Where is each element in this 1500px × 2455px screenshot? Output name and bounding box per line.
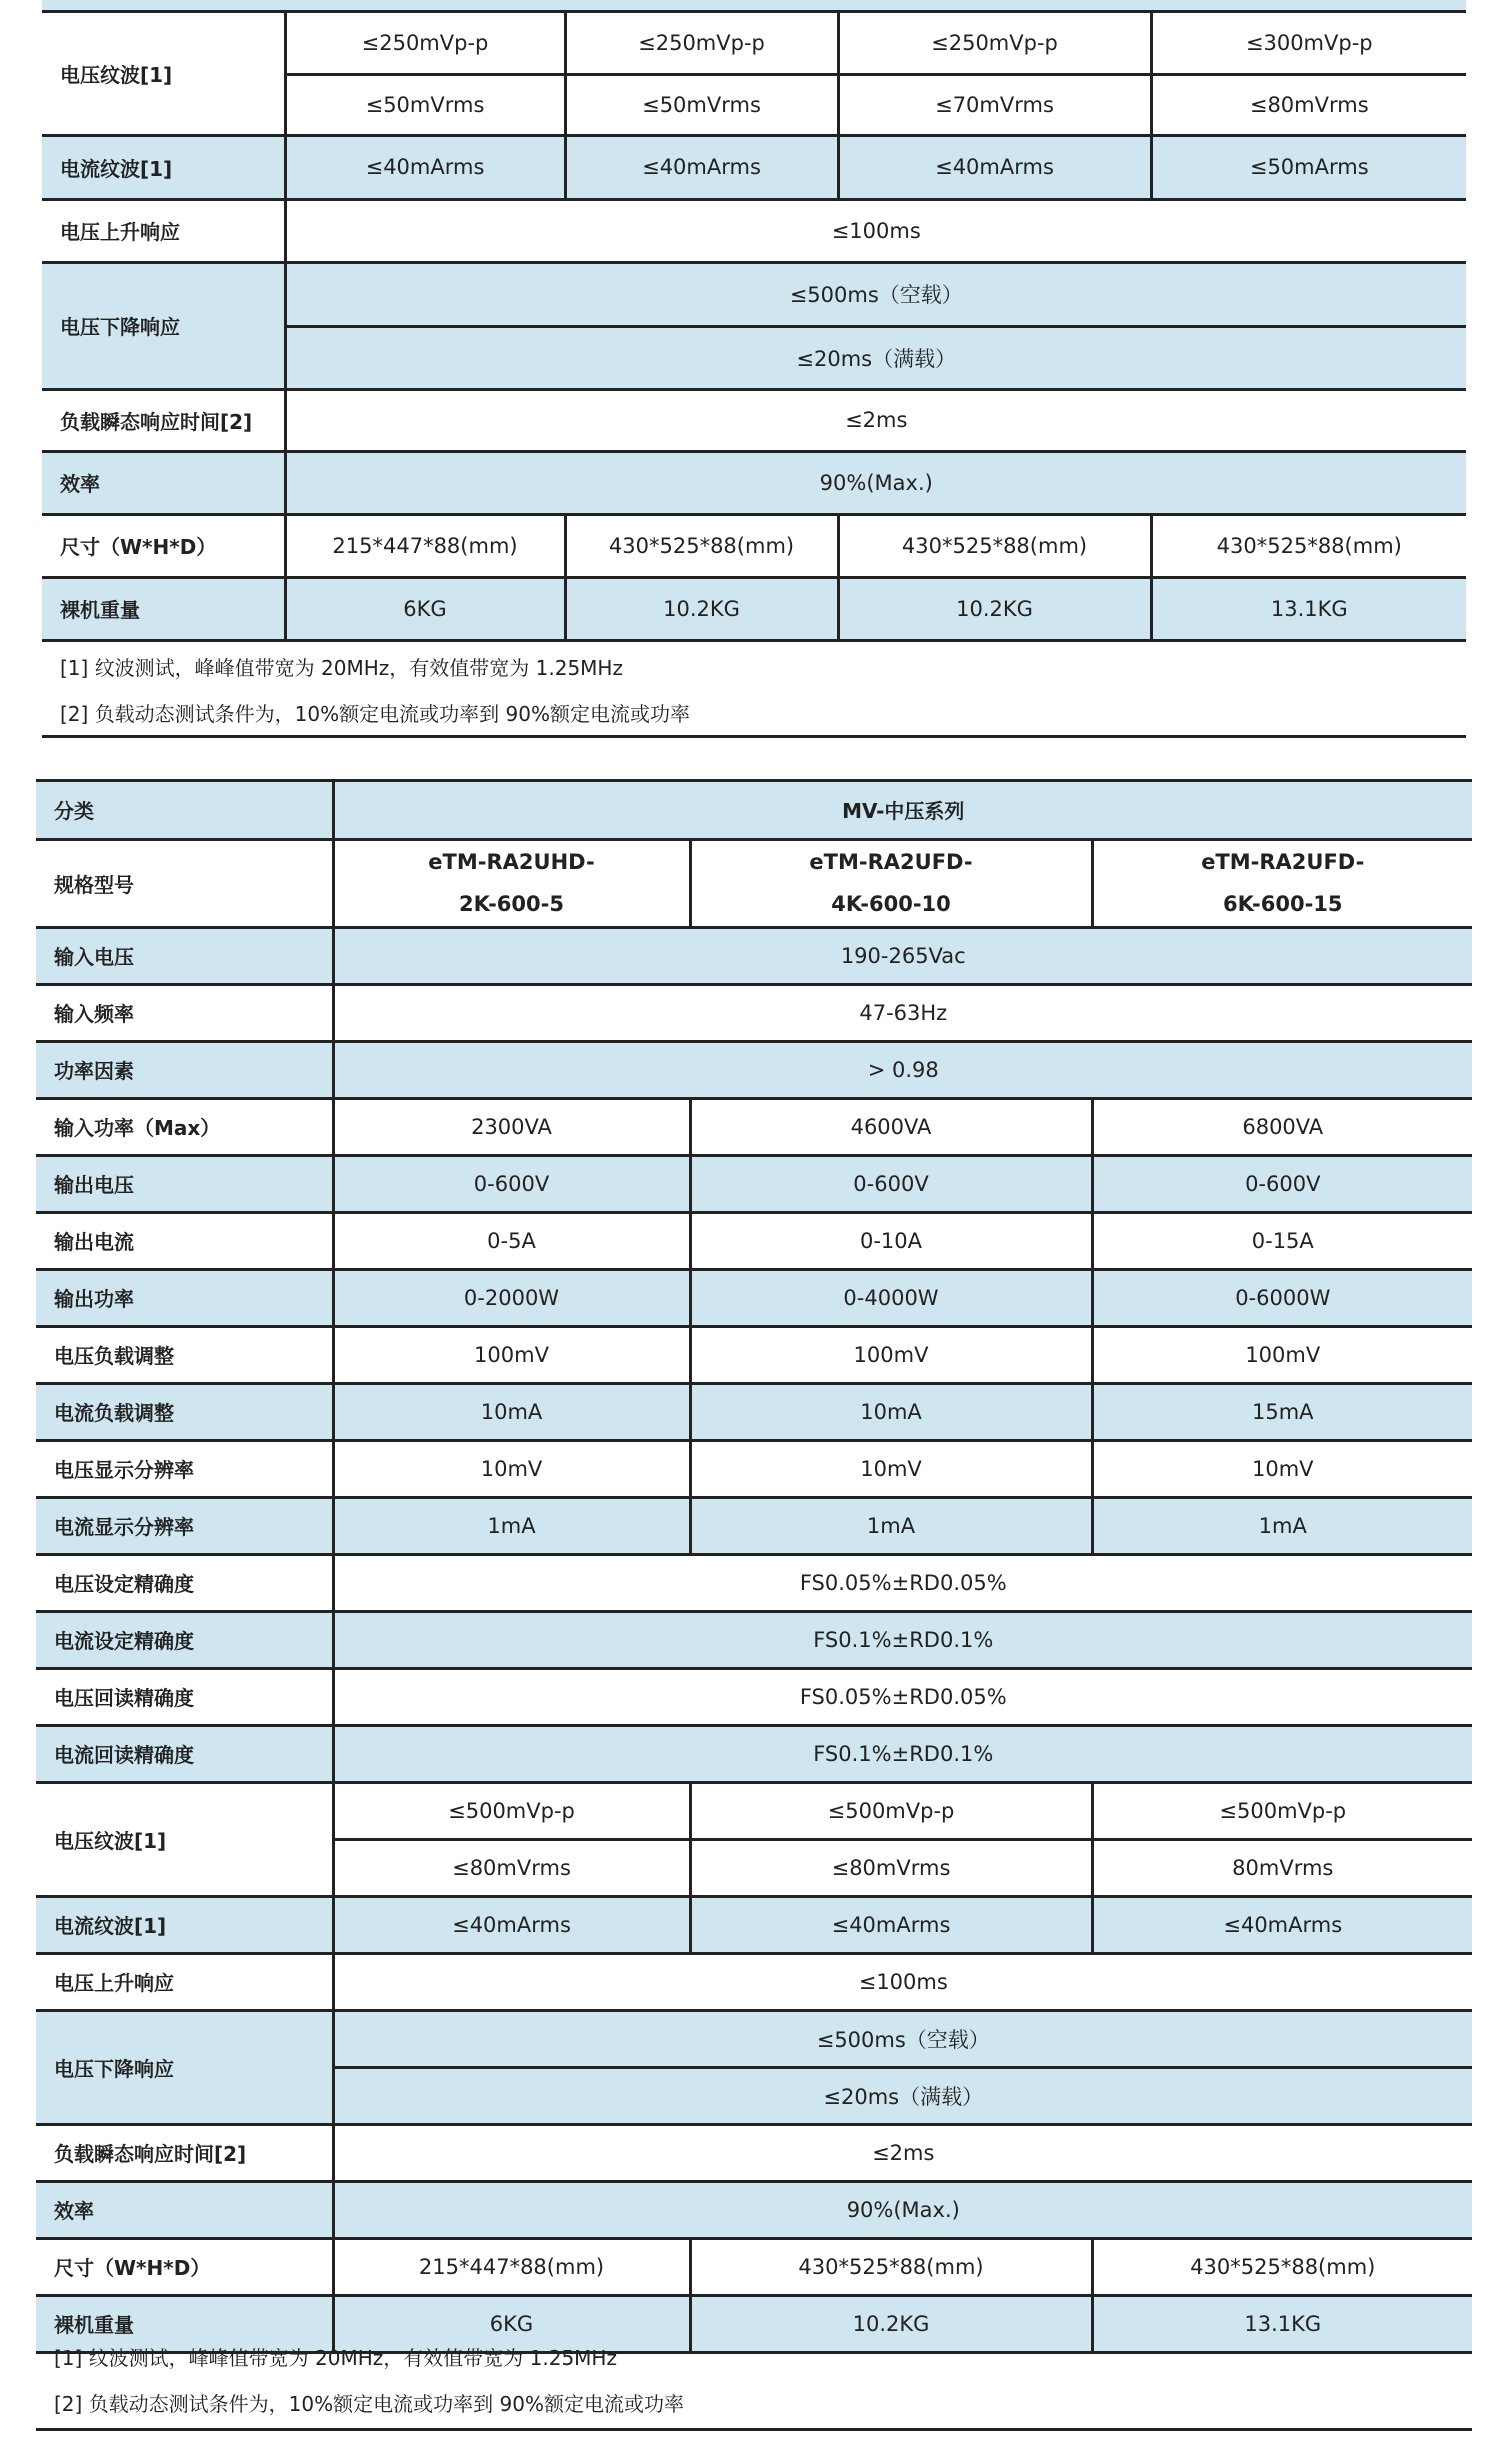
cell: 2300VA bbox=[333, 1098, 690, 1155]
row-label: 负载瞬态响应时间[2] bbox=[42, 389, 285, 451]
table-row bbox=[36, 1041, 1472, 1098]
model-line: eTM-RA2UFD- bbox=[1201, 850, 1365, 874]
row-label: 电流设定精确度 bbox=[36, 1611, 333, 1668]
model-line: 6K-600-15 bbox=[1222, 892, 1343, 916]
row-label: 电压显示分辨率 bbox=[36, 1440, 333, 1497]
cell: 47-63Hz bbox=[333, 984, 1472, 1041]
cell: 1mA bbox=[333, 1497, 690, 1554]
cell: 15mA bbox=[1092, 1383, 1472, 1440]
cell: 10.2KG bbox=[838, 577, 1151, 640]
table-row bbox=[36, 1953, 1472, 2010]
cell: 1mA bbox=[1092, 1497, 1472, 1554]
cell: 0-4000W bbox=[690, 1269, 1092, 1326]
notes-1 bbox=[60, 645, 690, 737]
notes-2 bbox=[54, 2335, 684, 2427]
cell: ≤80mVrms bbox=[333, 1839, 690, 1896]
cell: ≤500mVp-p bbox=[1092, 1782, 1472, 1839]
row-label: 电压上升响应 bbox=[36, 1953, 333, 2010]
model-line: eTM-RA2UFD- bbox=[809, 850, 973, 874]
cell: FS0.05%±RD0.05% bbox=[333, 1554, 1472, 1611]
table-row bbox=[42, 451, 1466, 514]
cell: 80mVrms bbox=[1092, 1839, 1472, 1896]
table-row bbox=[36, 2238, 1472, 2295]
cell: 10mV bbox=[1092, 1440, 1472, 1497]
cell: ≤50mVrms bbox=[565, 74, 838, 135]
spec-table-2 bbox=[36, 782, 1472, 2354]
notes-rule-2 bbox=[36, 2428, 1472, 2431]
cell: ≤100ms bbox=[333, 1953, 1472, 2010]
table-row bbox=[36, 2124, 1472, 2181]
cell: 430*525*88(mm) bbox=[838, 514, 1151, 577]
model-line: 2K-600-5 bbox=[459, 892, 564, 916]
cell: ≤20ms（满载） bbox=[285, 326, 1466, 389]
note: [2] 负载动态测试条件为，10%额定电流或功率到 90%额定电流或功率 bbox=[60, 702, 690, 726]
cell: 0-5A bbox=[333, 1212, 690, 1269]
cell: ≤40mArms bbox=[690, 1896, 1092, 1953]
cell: ≤40mArms bbox=[565, 135, 838, 199]
cell: 0-600V bbox=[690, 1155, 1092, 1212]
table-row bbox=[42, 262, 1466, 326]
cell: 10.2KG bbox=[690, 2295, 1092, 2352]
cell: 100mV bbox=[690, 1326, 1092, 1383]
cell: ≤250mVp-p bbox=[565, 13, 838, 74]
row-label: 电压下降响应 bbox=[42, 262, 285, 389]
model-line: eTM-RA2UHD- bbox=[428, 850, 595, 874]
cell: FS0.1%±RD0.1% bbox=[333, 1725, 1472, 1782]
row-label: 电压纹波[1] bbox=[36, 1782, 333, 1896]
cell: ≤2ms bbox=[285, 389, 1466, 451]
row-label: 规格型号 bbox=[36, 839, 333, 927]
cell: 0-15A bbox=[1092, 1212, 1472, 1269]
cell: 10.2KG bbox=[565, 577, 838, 640]
table-row bbox=[36, 927, 1472, 984]
cell: 1mA bbox=[690, 1497, 1092, 1554]
model-cell bbox=[690, 839, 1092, 927]
row-label: 负载瞬态响应时间[2] bbox=[36, 2124, 333, 2181]
table-row bbox=[36, 1725, 1472, 1782]
table-row bbox=[36, 1896, 1472, 1953]
cell: ≤250mVp-p bbox=[285, 13, 565, 74]
row-label: 电流显示分辨率 bbox=[36, 1497, 333, 1554]
table-row bbox=[36, 1098, 1472, 1155]
cell: 10mV bbox=[333, 1440, 690, 1497]
cell: 0-6000W bbox=[1092, 1269, 1472, 1326]
top-cut-row bbox=[42, 0, 1466, 10]
cell: 215*447*88(mm) bbox=[285, 514, 565, 577]
cell: FS0.1%±RD0.1% bbox=[333, 1611, 1472, 1668]
row-label: 电压下降响应 bbox=[36, 2010, 333, 2124]
table-row bbox=[36, 782, 1472, 839]
row-label: 输出功率 bbox=[36, 1269, 333, 1326]
row-label: 电压上升响应 bbox=[42, 199, 285, 262]
row-label: 效率 bbox=[36, 2181, 333, 2238]
cell: ≤40mArms bbox=[333, 1896, 690, 1953]
table-row bbox=[36, 1269, 1472, 1326]
row-label: 输入频率 bbox=[36, 984, 333, 1041]
table-row bbox=[42, 577, 1466, 640]
row-label: 电压回读精确度 bbox=[36, 1668, 333, 1725]
cell: 430*525*88(mm) bbox=[1151, 514, 1466, 577]
cell: 190-265Vac bbox=[333, 927, 1472, 984]
row-label: 输入电压 bbox=[36, 927, 333, 984]
cell: 6KG bbox=[285, 577, 565, 640]
model-line: 4K-600-10 bbox=[831, 892, 951, 916]
table-row bbox=[36, 984, 1472, 1041]
table-row bbox=[36, 1212, 1472, 1269]
cell: 0-600V bbox=[1092, 1155, 1472, 1212]
table-row bbox=[36, 1440, 1472, 1497]
cell: ≤80mVrms bbox=[1151, 74, 1466, 135]
row-label: 电压纹波[1] bbox=[42, 13, 285, 135]
table-row bbox=[36, 1155, 1472, 1212]
cell: 215*447*88(mm) bbox=[333, 2238, 690, 2295]
row-label: 输出电压 bbox=[36, 1155, 333, 1212]
cell: ≤50mArms bbox=[1151, 135, 1466, 199]
table-row bbox=[36, 1497, 1472, 1554]
note: [1] 纹波测试，峰峰值带宽为 20MHz，有效值带宽为 1.25MHz bbox=[54, 2346, 617, 2370]
row-label: 分类 bbox=[36, 782, 333, 839]
cell: 0-2000W bbox=[333, 1269, 690, 1326]
cell: 10mA bbox=[333, 1383, 690, 1440]
row-label: 电流纹波[1] bbox=[36, 1896, 333, 1953]
cell: ≤500ms（空载） bbox=[333, 2010, 1472, 2067]
table-row bbox=[36, 1782, 1472, 1839]
note: [2] 负载动态测试条件为，10%额定电流或功率到 90%额定电流或功率 bbox=[54, 2392, 684, 2416]
row-label: 尺寸（W*H*D） bbox=[36, 2238, 333, 2295]
row-label: 输入功率（Max） bbox=[36, 1098, 333, 1155]
row-label: 输出电流 bbox=[36, 1212, 333, 1269]
row-label: 电流回读精确度 bbox=[36, 1725, 333, 1782]
table-row bbox=[36, 1611, 1472, 1668]
spec-table-1 bbox=[42, 13, 1466, 642]
table-row bbox=[42, 199, 1466, 262]
cell: ≤500mVp-p bbox=[690, 1782, 1092, 1839]
cell: ≤300mVp-p bbox=[1151, 13, 1466, 74]
cell: 13.1KG bbox=[1092, 2295, 1472, 2352]
table-row bbox=[36, 1383, 1472, 1440]
cell: ≤50mVrms bbox=[285, 74, 565, 135]
table-row bbox=[42, 13, 1466, 74]
notes-rule-1 bbox=[42, 735, 1466, 738]
cell: ≤70mVrms bbox=[838, 74, 1151, 135]
row-label: 电流负载调整 bbox=[36, 1383, 333, 1440]
cell: 0-10A bbox=[690, 1212, 1092, 1269]
row-label: 尺寸（W*H*D） bbox=[42, 514, 285, 577]
table-row bbox=[36, 2010, 1472, 2067]
table-row bbox=[36, 839, 1472, 927]
table-row bbox=[36, 1326, 1472, 1383]
cell: ≤100ms bbox=[285, 199, 1466, 262]
cell: ≤500ms（空载） bbox=[285, 262, 1466, 326]
cell: FS0.05%±RD0.05% bbox=[333, 1668, 1472, 1725]
cell: > 0.98 bbox=[333, 1041, 1472, 1098]
cell: 100mV bbox=[1092, 1326, 1472, 1383]
table-row bbox=[36, 1554, 1472, 1611]
row-label: 裸机重量 bbox=[42, 577, 285, 640]
model-cell bbox=[333, 839, 690, 927]
series-name: MV-中压系列 bbox=[333, 782, 1472, 839]
cell: ≤40mArms bbox=[285, 135, 565, 199]
cell: 430*525*88(mm) bbox=[690, 2238, 1092, 2295]
row-label: 电压设定精确度 bbox=[36, 1554, 333, 1611]
cell: 10mA bbox=[690, 1383, 1092, 1440]
cell: 430*525*88(mm) bbox=[565, 514, 838, 577]
cell: 4600VA bbox=[690, 1098, 1092, 1155]
note: [1] 纹波测试，峰峰值带宽为 20MHz，有效值带宽为 1.25MHz bbox=[60, 656, 623, 680]
cell: ≤2ms bbox=[333, 2124, 1472, 2181]
cell: ≤250mVp-p bbox=[838, 13, 1151, 74]
cell: 90%(Max.) bbox=[333, 2181, 1472, 2238]
cell: 13.1KG bbox=[1151, 577, 1466, 640]
table-row bbox=[42, 135, 1466, 199]
cell: 0-600V bbox=[333, 1155, 690, 1212]
cell: 430*525*88(mm) bbox=[1092, 2238, 1472, 2295]
row-label: 裸机重量 bbox=[36, 2295, 333, 2352]
cell: 10mV bbox=[690, 1440, 1092, 1497]
cell: ≤20ms（满载） bbox=[333, 2067, 1472, 2124]
row-label: 效率 bbox=[42, 451, 285, 514]
cell: 6KG bbox=[333, 2295, 690, 2352]
cell: 6800VA bbox=[1092, 1098, 1472, 1155]
table-row bbox=[36, 2181, 1472, 2238]
row-label: 功率因素 bbox=[36, 1041, 333, 1098]
row-label: 电压负载调整 bbox=[36, 1326, 333, 1383]
cell: 100mV bbox=[333, 1326, 690, 1383]
model-cell bbox=[1092, 839, 1472, 927]
cell: ≤80mVrms bbox=[690, 1839, 1092, 1896]
cell: 90%(Max.) bbox=[285, 451, 1466, 514]
table-row bbox=[42, 514, 1466, 577]
cell: ≤500mVp-p bbox=[333, 1782, 690, 1839]
cell: ≤40mArms bbox=[1092, 1896, 1472, 1953]
row-label: 电流纹波[1] bbox=[42, 135, 285, 199]
cell: ≤40mArms bbox=[838, 135, 1151, 199]
table-row bbox=[42, 389, 1466, 451]
table-row bbox=[36, 1668, 1472, 1725]
